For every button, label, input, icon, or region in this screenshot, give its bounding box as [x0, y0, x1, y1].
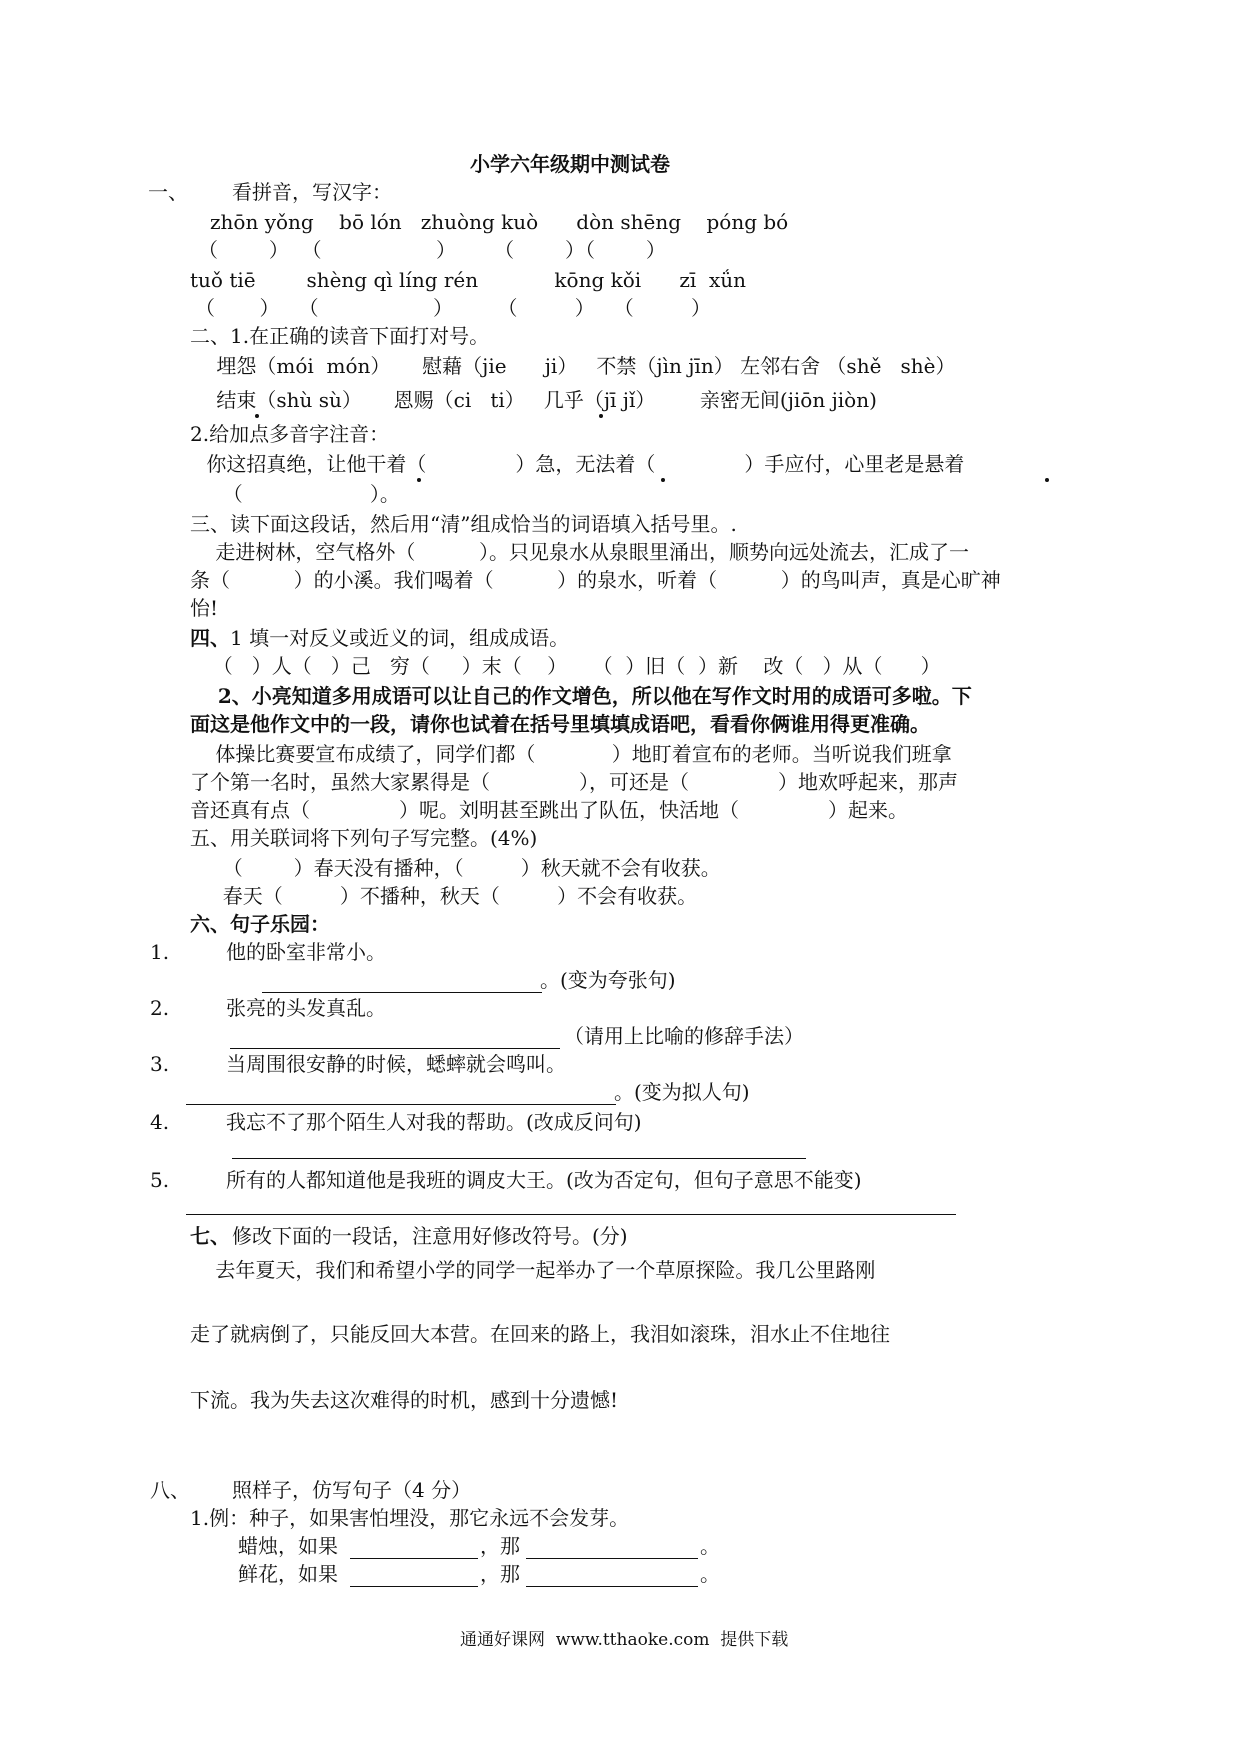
section-6-item-1-instruction: 。(变为夸张句): [540, 968, 676, 992]
section-7-heading: 修改下面的一段话，注意用好修改符号。(分): [232, 1224, 628, 1248]
section-4-idiom-row: （ ）人（ ）己 穷（ ）末（ ） （ ）旧（ ）新 改（ ）从（ ）: [200, 654, 941, 678]
section-8-number: 八、: [150, 1478, 190, 1502]
section-1-number: 一、: [148, 180, 188, 204]
section-1-blanks-row2: （ ） （ ） （ ） （ ）: [195, 296, 712, 320]
emphasis-dot: [255, 414, 259, 418]
section-6-item-2-instruction: （请用上比喻的修辞手法）: [564, 1024, 804, 1048]
answer-line: [526, 1586, 698, 1587]
section-3-para-line1: 走进树林，空气格外（ ）。只见泉水从泉眼里涌出，顺势向远处流去，汇成了一: [190, 540, 970, 564]
section-2-row1: 埋怨（mói món） 慰藉（jie ji） 不禁（jìn jīn） 左邻右舍 （shě shè）: [210, 354, 956, 378]
section-6-item-2-text: 张亮的头发真乱。: [226, 996, 386, 1020]
section-6-heading: 六、句子乐园：: [190, 912, 330, 936]
section-8-line1-mid: ，那: [480, 1534, 520, 1558]
section-7-para-line2: 走了就病倒了，只能反回大本营。在回来的路上，我泪如滚珠，泪水止不住地往: [190, 1322, 890, 1346]
section-6-item-3-instruction: 。(变为拟人句): [614, 1080, 750, 1104]
section-8-heading: 照样子，仿写句子（4 分）: [232, 1478, 472, 1502]
answer-line: [262, 992, 542, 993]
section-2-row2: 结束（shù sù） 恩赐（ci ti） 几乎（jī jǐ） 亲密无间(jiōn jiòn): [210, 388, 877, 412]
section-2-q2-line1: 你这招真绝，让他干着（ ）急，无法着（ ）手应付，心里老是悬着: [200, 452, 965, 476]
section-7-para-line1: 去年夏天，我们和希望小学的同学一起举办了一个草原探险。我几公里路刚: [190, 1258, 876, 1282]
section-3-para-line3: 怡!: [190, 596, 219, 620]
section-8-line2-end: 。: [700, 1562, 720, 1586]
answer-line: [526, 1558, 698, 1559]
section-4-q2-line2: 面这是他作文中的一段，请你也试着在括号里填填成语吧，看看你俩谁用得更准确。: [190, 712, 930, 736]
section-4-q2-line1: 2、小亮知道多用成语可以让自己的作文增色，所以他在写作文时用的成语可多啦。下: [190, 684, 972, 708]
answer-line: [232, 1158, 806, 1159]
section-7-number: 七、: [190, 1224, 230, 1248]
answer-line: [186, 1214, 956, 1215]
section-7-para-line3: 下流。我为失去这次难得的时机，感到十分遗憾!: [190, 1388, 619, 1412]
answer-line: [186, 1104, 616, 1105]
section-4-para-line2: 了个第一名时，虽然大家累得是（ ），可还是（ ）地欢呼起来，那声: [190, 770, 959, 794]
section-4-para-line1: 体操比赛要宣布成绩了，同学们都（ ）地盯着宣布的老师。当听说我们班拿: [190, 742, 952, 766]
section-5-line1: （ ）春天没有播种，（ ）秋天就不会有收获。: [210, 856, 721, 880]
section-1-pinyin-row2: tuǒ tiē shèng qì líng rén kōng kǒi zī xǘn: [190, 268, 747, 292]
section-4-number: 四、: [190, 626, 230, 650]
answer-line: [350, 1558, 478, 1559]
section-8-line1-start: 蜡烛，如果: [238, 1534, 338, 1558]
section-8-example: 1.例：种子，如果害怕埋没，那它永远不会发芽。: [190, 1506, 630, 1530]
section-8-line1-end: 。: [700, 1534, 720, 1558]
section-4-heading: 1 填一对反义或近义的词，组成成语。: [230, 626, 570, 650]
section-6-item-4-text: 我忘不了那个陌生人对我的帮助。(改成反问句): [226, 1110, 642, 1134]
section-6-item-5-text: 所有的人都知道他是我班的调皮大王。(改为否定句，但句子意思不能变): [226, 1168, 862, 1192]
section-6-item-3-number: 3.: [150, 1052, 170, 1076]
section-5-line2: 春天（ ）不播种，秋天（ ）不会有收获。: [210, 884, 698, 908]
section-3-heading: 三、读下面这段话，然后用“清”组成恰当的词语填入括号里。.: [190, 512, 737, 536]
section-2-q2-line2: （ ）。: [210, 482, 400, 506]
section-2-q2-heading: 2.给加点多音字注音：: [190, 422, 390, 446]
section-2-heading: 二、1.在正确的读音下面打对号。: [190, 324, 490, 348]
section-6-item-4-number: 4.: [150, 1110, 170, 1134]
section-1-pinyin-row1: zhōn yǒng bō lón zhuòng kuò dòn shēng póng bó: [210, 210, 789, 234]
section-8-line2-mid: ，那: [480, 1562, 520, 1586]
emphasis-dot: [599, 414, 603, 418]
answer-line: [350, 1586, 478, 1587]
emphasis-dot: [1045, 478, 1049, 482]
section-4-para-line3: 音还真有点（ ）呢。刘明甚至跳出了队伍，快活地（ ）起来。: [190, 798, 909, 822]
section-1-blanks-row1: （ ） （ ） （ ）（ ）: [198, 238, 666, 262]
section-6-item-5-number: 5.: [150, 1168, 170, 1192]
section-6-item-3-text: 当周围很安静的时候，蟋蟀就会鸣叫。: [226, 1052, 566, 1076]
section-1-heading: 看拼音，写汉字：: [232, 180, 392, 204]
section-6-item-1-text: 他的卧室非常小。: [226, 940, 386, 964]
footer-text: 通通好课网 www.tthaoke.com 提供下载: [460, 1630, 789, 1650]
section-5-heading: 五、用关联词将下列句子写完整。(4%): [190, 826, 538, 850]
section-6-item-1-number: 1.: [150, 940, 170, 964]
page-title: 小学六年级期中测试卷: [470, 152, 670, 176]
section-6-item-2-number: 2.: [150, 996, 170, 1020]
emphasis-dot: [661, 478, 665, 482]
emphasis-dot: [417, 478, 421, 482]
section-3-para-line2: 条（ ）的小溪。我们喝着（ ）的泉水，听着（ ）的鸟叫声，真是心旷神: [190, 568, 1001, 592]
section-8-line2-start: 鲜花，如果: [238, 1562, 338, 1586]
answer-line: [230, 1048, 560, 1049]
